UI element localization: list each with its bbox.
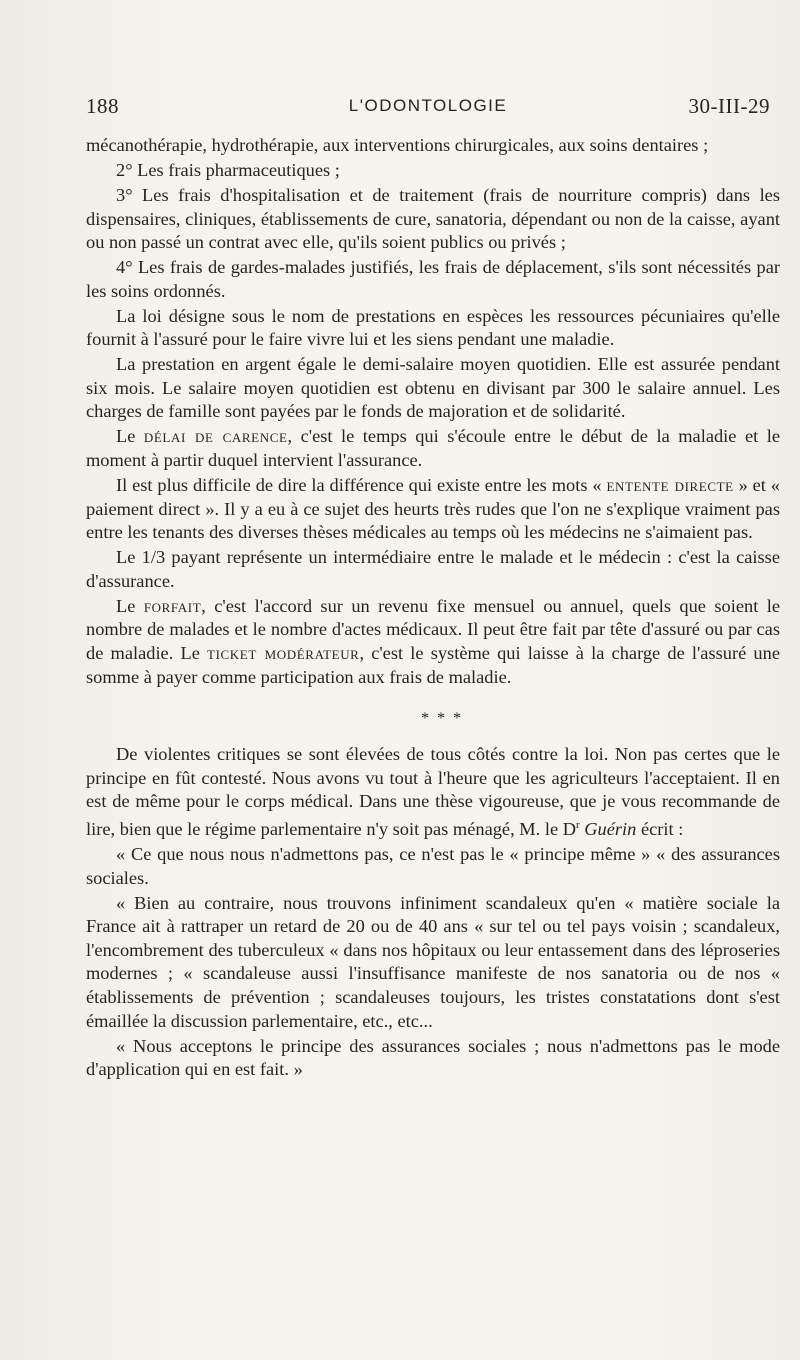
paragraph-tiers-payant: Le 1/3 payant représente un intermédiaire entre le malade et le médecin : c'est la caisse d'assurance. xyxy=(86,547,780,591)
paragraph-item-3: 3° Les frais d'hospitalisation et de traitement (frais de nourriture compris) dans les dispensaires, cliniques, établissements de cure, sanatoria, dépendant ou non de la caisse, ayant ou non passé un contrat avec elle, qu'ils soient publics ou privés ; xyxy=(86,184,780,253)
quote-paragraph-1: « Ce que nous nous n'admettons pas, ce n'est pas le « principe même » « des assurances sociales. xyxy=(86,844,780,888)
text-fragment: , c'est l'accord sur un revenu fixe mensuel ou annuel, quels que soient le nombre de malades et le nombre d'actes médicaux. Il peut être fait par tête d'assuré ou par cas de maladie. Le xyxy=(86,595,780,663)
text-fragment: , c'est le temps qui s'écoule entre le début de la maladie et le moment à partir duquel intervient l'assurance. xyxy=(86,426,780,471)
text-fragment: Il est plus difficile de dire la différence qui existe entre les mots « xyxy=(116,475,607,496)
author-name: Guérin xyxy=(584,819,637,840)
defined-term: entente directe xyxy=(606,475,734,496)
paragraph-forfait xyxy=(86,595,780,689)
defined-term: ticket modérateur xyxy=(207,642,360,663)
superscript: r xyxy=(575,818,580,831)
asterism: * * * xyxy=(421,710,463,728)
section-separator xyxy=(86,697,780,737)
text-fragment: écrit : xyxy=(636,819,684,840)
page-number: 188 xyxy=(86,94,119,118)
journal-title: L'ODONTOLOGIE xyxy=(348,96,508,115)
issue-date: 30-III-29 xyxy=(688,94,770,118)
paragraph-critiques xyxy=(86,743,780,842)
paragraph-prestation-argent: La prestation en argent égale le demi-salaire moyen quotidien. Elle est assurée pendant six mois. Le salaire moyen quotidien est obtenu en divisant par 300 le salaire annuel. Les charges de famille sont payées par le fonds de majoration et de solidarité. xyxy=(86,354,780,422)
quote-paragraph-3: « Nous acceptons le principe des assurances sociales ; nous n'admettons pas le mode d'application qui en est fait. » xyxy=(86,1035,780,1080)
paragraph-continuation: mécanothérapie, hydrothérapie, aux interventions chirurgicales, aux soins dentaires ; xyxy=(86,135,709,155)
paragraph-prestations: La loi désigne sous le nom de prestations en espèces les ressources pécuniaires qu'elle fournit à l'assuré pour le faire vivre lui et les siens pendant une maladie. xyxy=(86,305,780,350)
paragraph-item-2: 2° Les frais pharmaceutiques ; xyxy=(116,159,340,180)
defined-term: délai de carence xyxy=(143,426,288,447)
text-fragment: De violentes critiques se sont élevées de tous côtés contre la loi. Non pas certes que le principe en fût contesté. Nous avons vu tout à l'heure que les agriculteurs l'acceptaient. Il en est de même pour le corps médical. Dans une thèse vigoureuse, que je vous recommande de lire, bien que le régime parlementaire n'y soit pas ménagé, M. le D xyxy=(86,744,780,840)
paragraph-entente-directe xyxy=(86,474,780,545)
text-fragment: » et « paiement direct ». Il y a eu à ce sujet des heurts très rudes que l'on ne s'explique vraiment pas entre les tenants des diverses thèses médicales au temps où les médecins ne s'aimaient pas. xyxy=(86,475,780,543)
paragraph-item-4: 4° Les frais de gardes-malades justifiés, les frais de déplacement, s'ils sont nécessités par les soins ordonnés. xyxy=(86,257,780,301)
defined-term: forfait xyxy=(143,595,202,616)
page-body xyxy=(86,134,780,1083)
text-fragment: Le xyxy=(116,595,144,616)
text-fragment: , c'est le système qui laisse à la charge de l'assuré une somme à payer comme participation aux frais de maladie. xyxy=(86,642,780,687)
quote-paragraph-2: « Bien au contraire, nous trouvons infiniment scandaleux qu'en « matière sociale la France ait à rattraper un retard de 20 ou de 40 ans « sur tel ou tel pays voisin ; scandaleux, l'encombrement des tuberculeux « dans nos hôpitaux ou leur entassement dans des léproseries modernes ; « scandaleuse aussi l'insuffisance manifeste de nos sanatoria ou de nos « établissements de prévention ; scandaleuses toujours, les tristes constatations dont s'est émaillée la discussion parlementaire, etc., etc... xyxy=(86,892,780,1031)
running-header xyxy=(86,94,770,124)
paragraph-delai-carence xyxy=(86,425,780,472)
text-fragment: Le xyxy=(116,426,144,447)
